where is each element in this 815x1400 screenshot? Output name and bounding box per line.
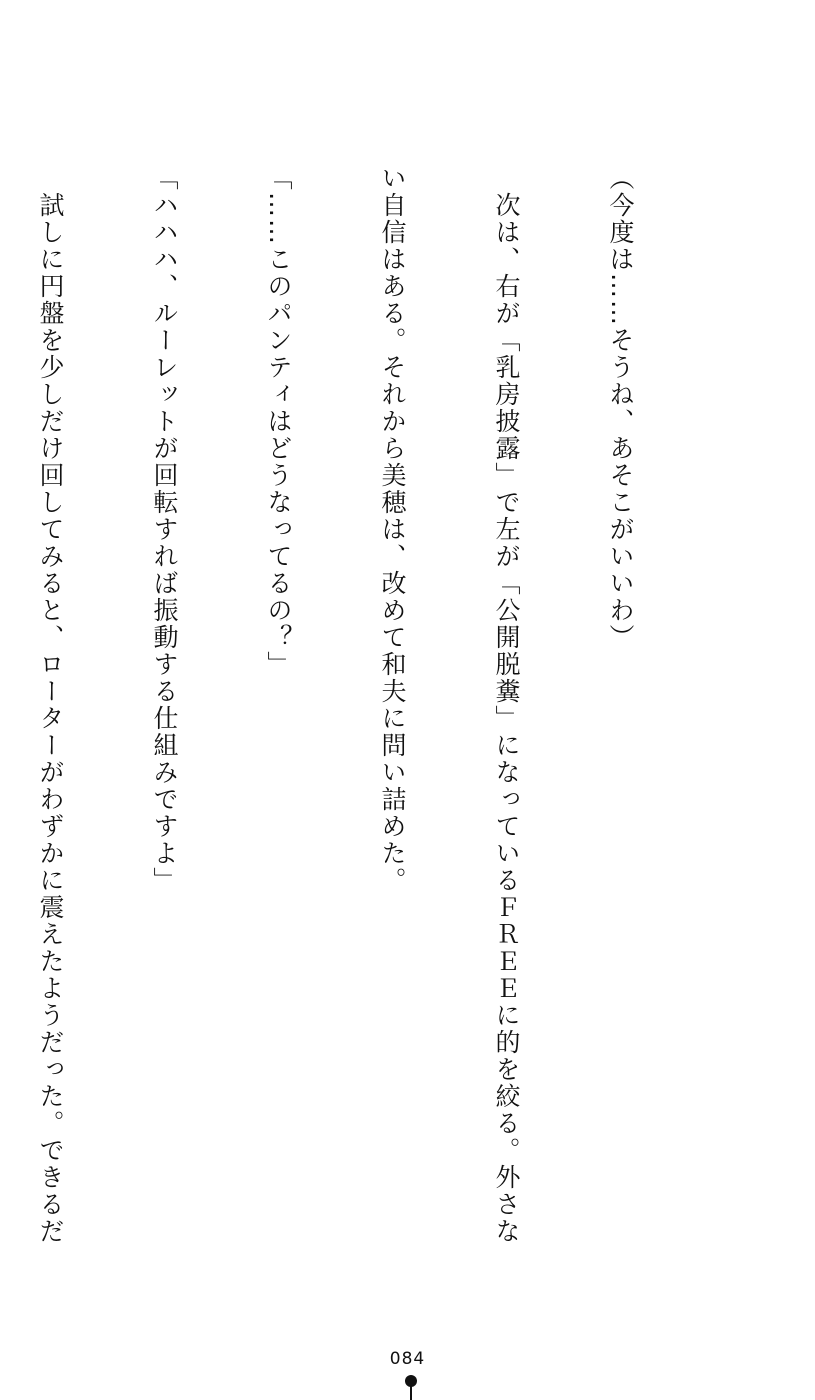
text-line: 試しに円盤を少しだけ回してみると、ローターがわずかに震えたようだった。できるだ <box>36 165 65 1245</box>
text-line: （今度は……そうね、あそこがいいわ） <box>606 165 635 651</box>
page-number: 084 <box>389 1349 426 1369</box>
text-line: 「ハハハ、ルーレットが回転すれば振動する仕組みですよ」 <box>150 165 179 894</box>
vertical-text-body <box>0 165 715 1245</box>
text-line: 「……このパンティはどうなってるの？」 <box>264 165 293 678</box>
text-line: い自信はある。それから美穂は、改めて和夫に問い詰めた。 <box>378 165 407 894</box>
text-line: 次は、右が「乳房披露」で左が「公開脱糞」になっているＦＲＥＥに的を絞る。外さな <box>492 165 521 1245</box>
page-marker-dot-icon <box>405 1375 417 1387</box>
